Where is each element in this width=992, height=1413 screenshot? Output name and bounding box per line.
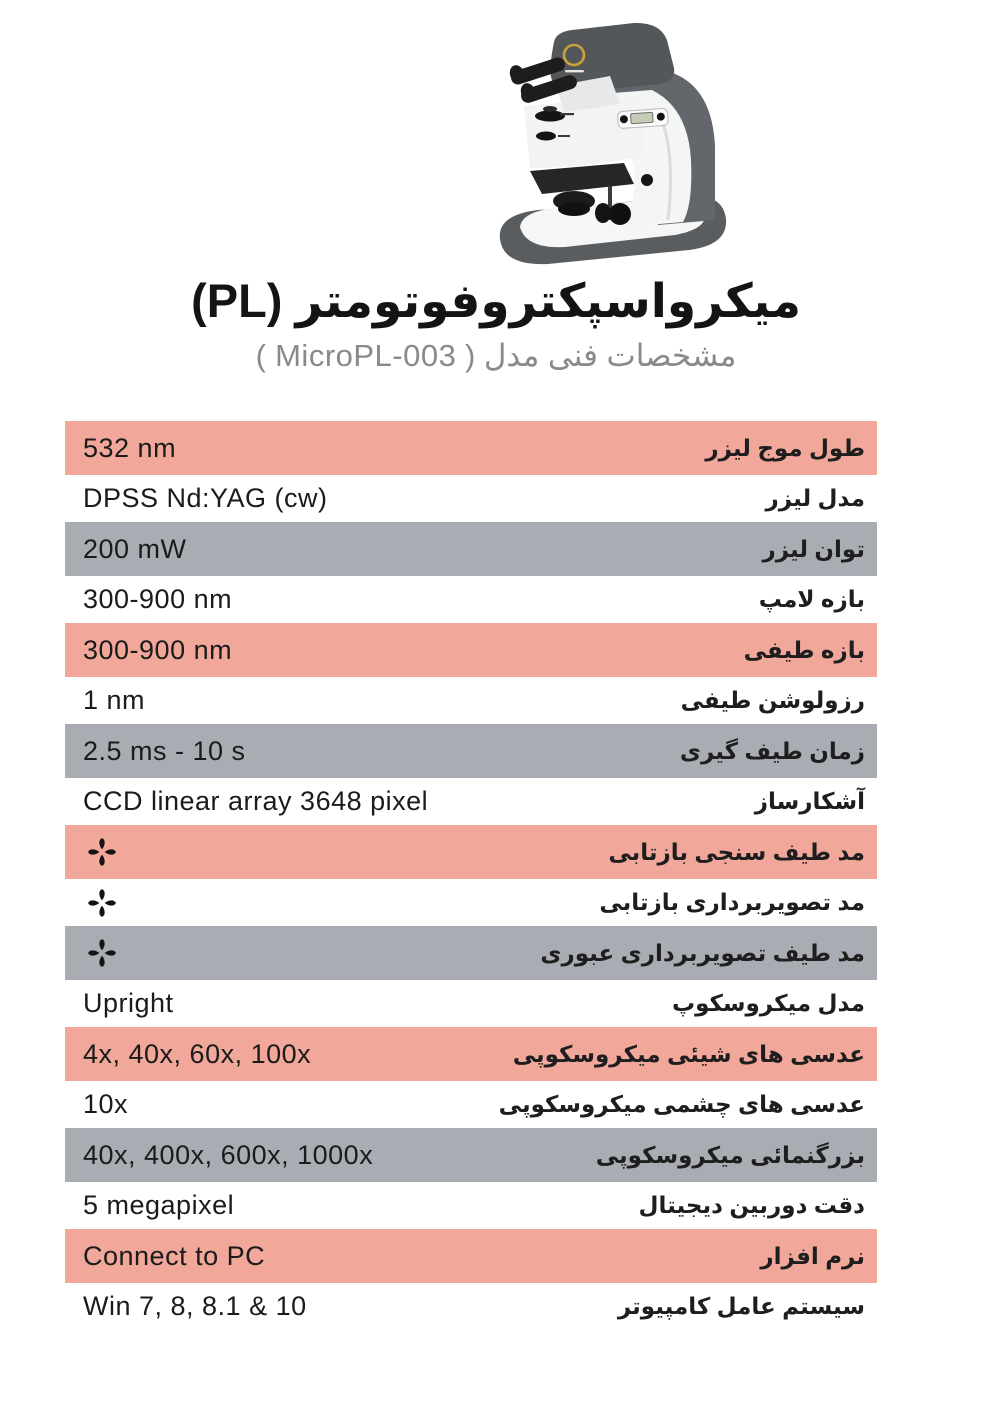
- spec-value: 1 nm: [83, 685, 146, 715]
- spec-row: [65, 825, 877, 879]
- spec-row: [65, 576, 877, 623]
- spec-value: 2.5 ms - 10 s: [83, 735, 246, 766]
- spec-value: 300-900 nm: [83, 584, 233, 614]
- spec-row: [65, 879, 877, 926]
- four-petal-asterisk-icon: [83, 837, 117, 867]
- spec-row: [65, 421, 877, 475]
- spec-value: CCD linear array 3648 pixel: [83, 786, 429, 816]
- spec-row: [65, 1027, 877, 1081]
- four-petal-asterisk-icon: [83, 888, 117, 918]
- page-subtitle: مشخصات فنی مدل ( MicroPL-003 ): [255, 337, 737, 373]
- spec-value: Win 7, 8, 8.1 & 10: [83, 1291, 307, 1321]
- spec-row: [65, 1128, 877, 1182]
- four-petal-asterisk-icon: [83, 938, 117, 968]
- spec-row: [65, 677, 877, 724]
- spec-value: Connect to PC: [83, 1240, 266, 1271]
- spec-label: بازه لامپ: [758, 586, 865, 612]
- spec-value: 4x, 40x, 60x, 100x: [83, 1038, 312, 1069]
- spec-row: [65, 1283, 877, 1330]
- spec-value: 5 megapixel: [83, 1190, 235, 1220]
- spec-value: 40x, 400x, 600x, 1000x: [83, 1139, 374, 1170]
- spec-row: [65, 724, 877, 778]
- spec-value: Upright: [83, 988, 174, 1018]
- spec-label: مدل لیزر: [765, 485, 865, 511]
- spec-label: آشکارساز: [754, 788, 865, 814]
- spec-label: طول موج لیزر: [705, 434, 865, 461]
- spec-table: [65, 421, 877, 1330]
- spec-label: عدسی های شیئی میکروسکوپی: [512, 1040, 865, 1067]
- spec-row: [65, 522, 877, 576]
- page-title: میکرواسپکتروفوتومتر (PL): [191, 274, 801, 327]
- spec-label: عدسی های چشمی میکروسکوپی: [498, 1091, 865, 1117]
- title-block: [0, 272, 992, 374]
- microscope-photo: [462, 8, 762, 278]
- spec-label: نرم افزار: [760, 1242, 865, 1269]
- spec-value: 10x: [83, 1089, 129, 1119]
- spec-label: بزرگنمائی میکروسکوپی: [595, 1141, 865, 1168]
- spec-label: بازه طیفی: [743, 636, 865, 663]
- spec-value: 300-900 nm: [83, 634, 233, 665]
- spec-label: مد طیف سنجی بازتابی: [608, 838, 865, 865]
- spec-label: مد طیف تصویربرداری عبوری: [540, 939, 865, 966]
- spec-row: [65, 623, 877, 677]
- spec-label: مد تصویربرداری بازتابی: [599, 889, 865, 915]
- spec-row: [65, 926, 877, 980]
- spec-label: دقت دوربین دیجیتال: [638, 1192, 865, 1218]
- spec-row: [65, 1182, 877, 1229]
- spec-row: [65, 778, 877, 825]
- spec-row: [65, 475, 877, 522]
- spec-label: رزولوشن طیفی: [680, 687, 865, 713]
- spec-label: توان لیزر: [762, 535, 865, 562]
- spec-label: زمان طیف گیری: [679, 737, 865, 764]
- spec-row: [65, 1229, 877, 1283]
- hero-image-wrap: [462, 8, 762, 280]
- spec-value: DPSS Nd:YAG (cw): [83, 483, 328, 513]
- spec-row: [65, 1081, 877, 1128]
- spec-label: مدل میکروسکوپ: [671, 990, 865, 1016]
- spec-label: سیستم عامل کامپیوتر: [617, 1293, 865, 1319]
- spec-value: 200 mW: [83, 533, 187, 564]
- spec-row: [65, 980, 877, 1027]
- spec-value: 532 nm: [83, 432, 177, 463]
